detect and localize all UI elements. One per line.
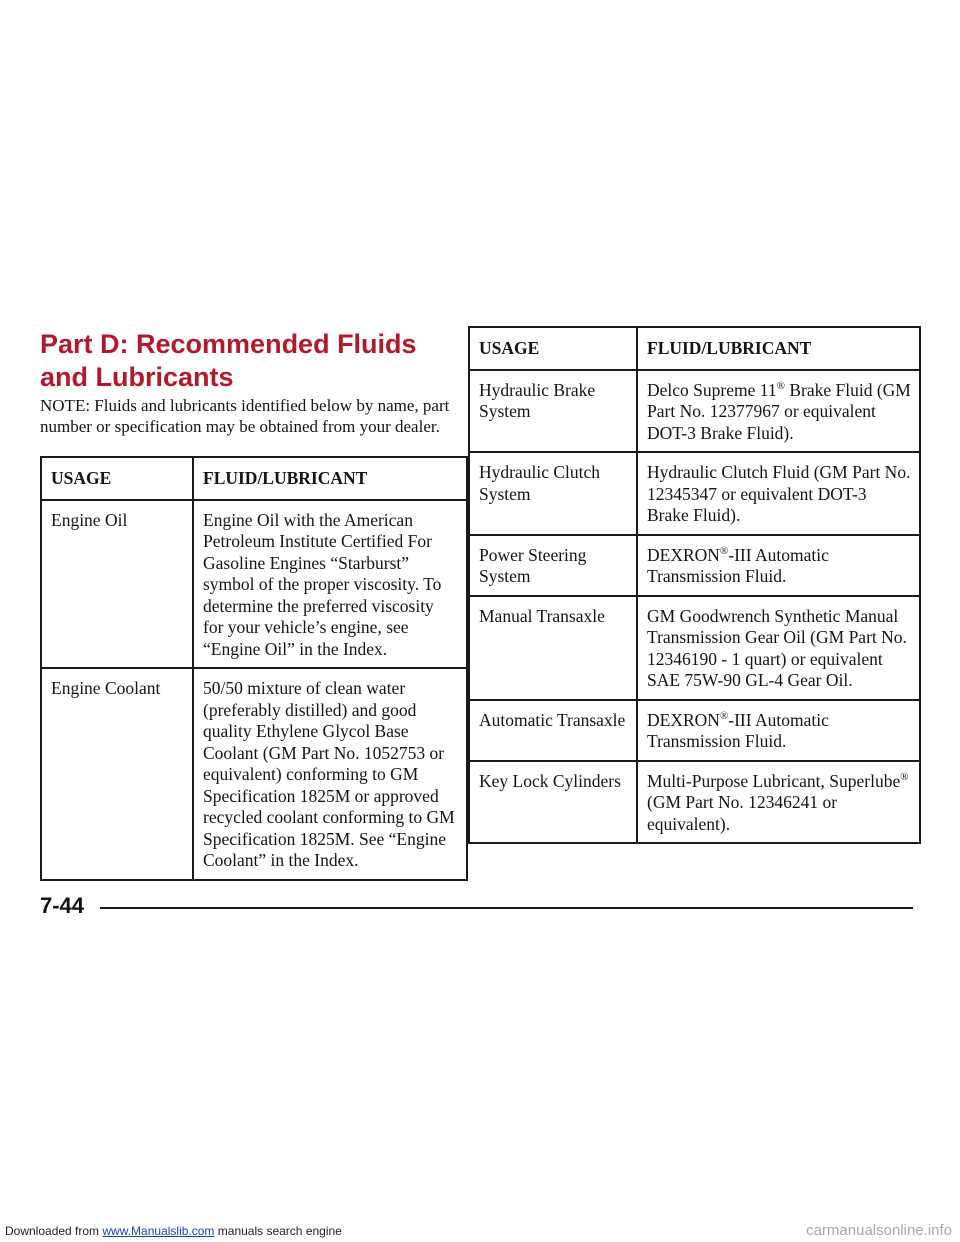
fluid-cell: Multi-Purpose Lubricant, Superlube® (GM Part No. 12346241 or equivalent). — [637, 761, 920, 844]
fluid-cell: GM Goodwrench Synthetic Manual Transmission Gear Oil (GM Part No. 12346190 - 1 quart) or equivalent SAE 75W-90 GL-4 Gear Oil. — [637, 596, 920, 700]
registered-mark: ® — [719, 709, 729, 722]
download-notice: Downloaded from www.Manualslib.com manuals search engine — [5, 1224, 342, 1238]
fluid-cell: Hydraulic Clutch Fluid (GM Part No. 12345347 or equivalent DOT-3 Brake Fluid). — [637, 452, 920, 535]
table-row — [469, 761, 920, 844]
fluid-cell: DEXRON®-III Automatic Transmission Fluid. — [637, 700, 920, 761]
fluid-header: FLUID/LUBRICANT — [637, 327, 920, 370]
left-fluids-table — [40, 456, 468, 881]
usage-cell: Manual Transaxle — [469, 596, 637, 700]
usage-cell: Key Lock Cylinders — [469, 761, 637, 844]
table-row — [469, 370, 920, 453]
page-title — [40, 328, 417, 394]
usage-cell: Power Steering System — [469, 535, 637, 596]
note-text: NOTE: Fluids and lubricants identified below by name, part number or specification may be obtained from your dealer. — [40, 396, 450, 436]
fluid-cell: 50/50 mixture of clean water (preferably distilled) and good quality Ethylene Glycol Base Coolant (GM Part No. 1052753 or equivalent) conforming to GM Specification 1825M or approved recycled coolant conforming to GM Specification 1825M. See “Engine Coolant” in the Index. — [193, 668, 467, 880]
usage-cell: Hydraulic Brake System — [469, 370, 637, 453]
table-row — [41, 500, 467, 669]
usage-cell: Hydraulic Clutch System — [469, 452, 637, 535]
fluid-cell: Delco Supreme 11® Brake Fluid (GM Part No. 12377967 or equivalent DOT-3 Brake Fluid). — [637, 370, 920, 453]
manualslib-link[interactable]: www.Manualslib.com — [102, 1224, 215, 1238]
usage-cell: Engine Coolant — [41, 668, 193, 880]
usage-cell: Engine Oil — [41, 500, 193, 669]
registered-mark: ® — [719, 544, 729, 557]
footer-rule — [100, 907, 913, 909]
table-row — [469, 596, 920, 700]
usage-header: USAGE — [469, 327, 637, 370]
title-line-2: and Lubricants — [40, 362, 234, 392]
usage-cell: Automatic Transaxle — [469, 700, 637, 761]
table-row — [469, 535, 920, 596]
table-row — [469, 452, 920, 535]
fluid-header: FLUID/LUBRICANT — [193, 457, 467, 500]
right-fluids-table — [468, 326, 921, 844]
title-line-1: Part D: Recommended Fluids — [40, 329, 417, 359]
table-header-row — [41, 457, 467, 500]
registered-mark: ® — [776, 379, 785, 392]
registered-mark: ® — [900, 770, 909, 783]
table-row — [41, 668, 467, 880]
table-header-row — [469, 327, 920, 370]
fluid-cell: DEXRON®-III Automatic Transmission Fluid. — [637, 535, 920, 596]
fluid-cell: Engine Oil with the American Petroleum Institute Certified For Gasoline Engines “Starburst” symbol of the proper viscosity. To determine the preferred viscosity for your vehicle’s engine, see “Engine Oil” in the Index. — [193, 500, 467, 669]
usage-header: USAGE — [41, 457, 193, 500]
table-row — [469, 700, 920, 761]
watermark: carmanualsonline.info — [806, 1222, 952, 1239]
page-number: 7-44 — [40, 893, 85, 918]
